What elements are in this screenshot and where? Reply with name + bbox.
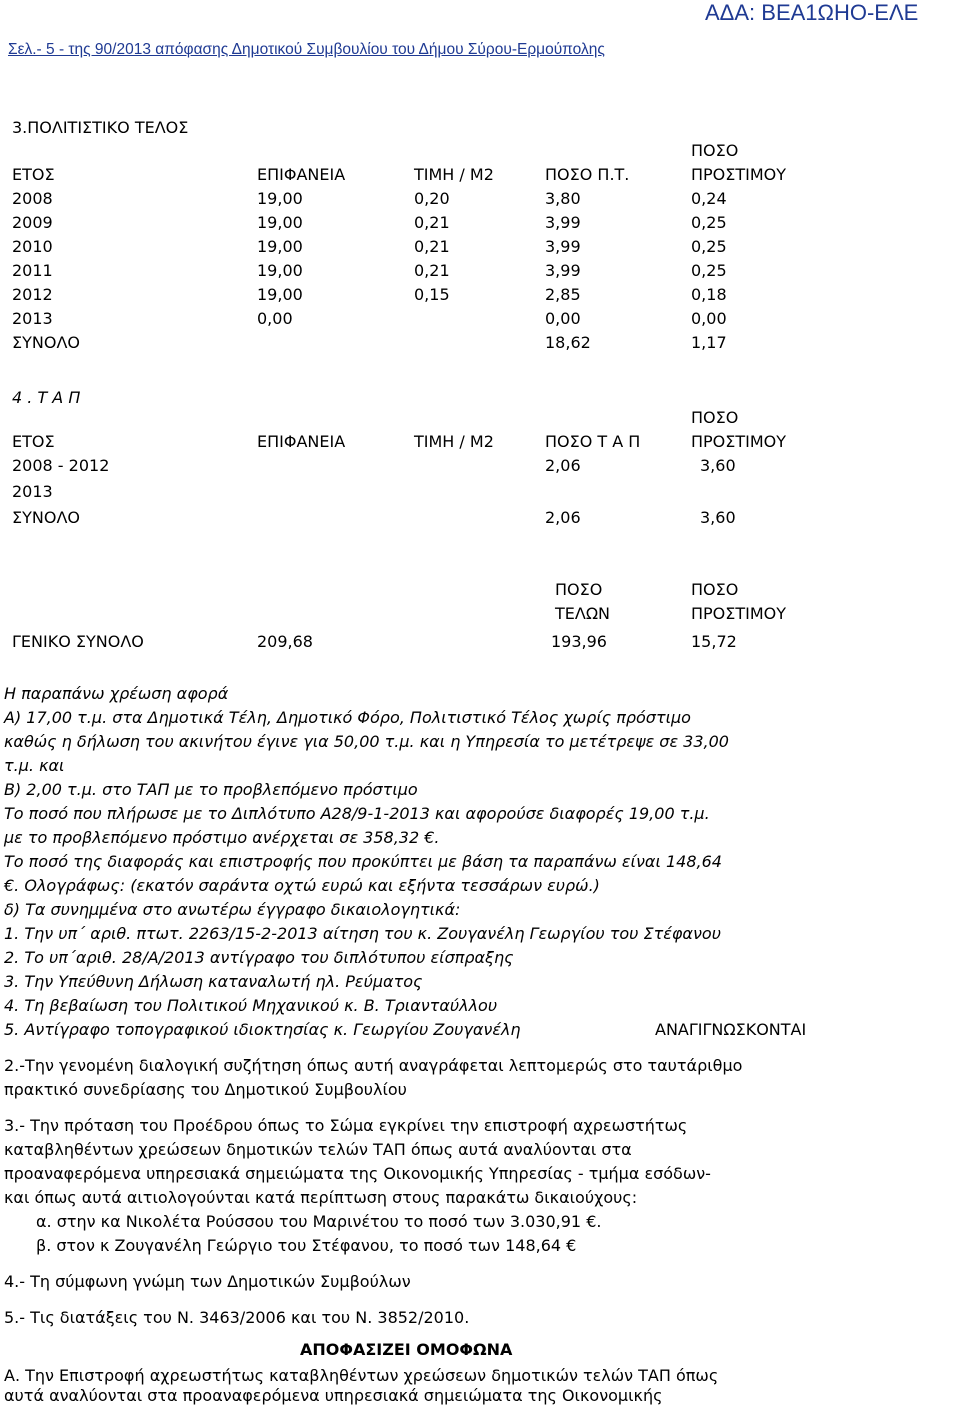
cell-year: 2012 (12, 285, 53, 304)
para3-line: προαναφερόμενα υπηρεσιακά σημειώματα της Οικονομικής Υπηρεσίας - τμήμα εσόδων- (4, 1164, 711, 1183)
cell-fine: 3,60 (700, 508, 736, 527)
decision-text: Α. Την Επιστροφή αχρεωστήτως καταβληθέντων χρεώσεων δημοτικών τελών ΤΑΠ όπως (4, 1366, 719, 1385)
text-line: με το προβλεπόμενο πρόστιμο ανέρχεται σε 358,32 €. (4, 828, 440, 847)
para4: 4.- Τη σύμφωνη γνώμη των Δημοτικών Συμβούλων (4, 1272, 411, 1291)
cell-price: 0,20 (414, 189, 450, 208)
section4-header-price: ΤΙΜΗ / Μ2 (414, 432, 494, 451)
text-line: Το ποσό που πλήρωσε με το Διπλότυπο Α28/9-1-2013 και αφορούσε διαφορές 19,00 τ.μ. (4, 804, 710, 823)
cell-fine: 0,25 (691, 237, 727, 256)
cell-total-label: ΣΥΝΟΛΟ (12, 508, 80, 527)
section4-title: 4 . Τ Α Π (12, 388, 81, 407)
text-line: 1. Την υπ΄ αριθ. πτωτ. 2263/15-2-2013 αίτηση του κ. Ζουγανέλη Γεωργίου του Στέφανου (4, 924, 721, 943)
cell-area: 0,00 (257, 309, 293, 328)
cell-amount: 18,62 (545, 333, 591, 352)
text-line: 2. Το υπ΄αριθ. 28/Α/2013 αντίγραφο του διπλότυπου είσπραξης (4, 948, 514, 967)
cell-area: 19,00 (257, 189, 303, 208)
cell-price: 0,21 (414, 213, 450, 232)
cell-area: 19,00 (257, 261, 303, 280)
decision-text: αυτά αναλύονται στα προαναφερόμενα υπηρεσιακά σημειώματα της Οικονομικής (4, 1386, 663, 1405)
cell-price: 0,15 (414, 285, 450, 304)
cell-total-label: ΣΥΝΟΛΟ (12, 333, 80, 352)
text-line: Α) 17,00 τ.μ. στα Δημοτικά Τέλη, Δημοτικό Φόρο, Πολιτιστικό Τέλος χωρίς πρόστιμο (4, 708, 691, 727)
para3-line: 3.- Την πρόταση του Προέδρου όπως το Σώμα εγκρίνει την επιστροφή αχρεωστήτως (4, 1116, 688, 1135)
para2-line: πρακτικό συνεδρίασης του Δημοτικού Συμβουλίου (4, 1080, 407, 1099)
cell-fine: 0,24 (691, 189, 727, 208)
section3-header-year: ΕΤΟΣ (12, 165, 55, 184)
cell-amount: 3,80 (545, 189, 581, 208)
cell-fine: 0,25 (691, 213, 727, 232)
cell-year: 2009 (12, 213, 53, 232)
section3-header-fine-2: ΠΡΟΣΤΙΜΟΥ (691, 165, 787, 184)
cell-year: 2010 (12, 237, 53, 256)
text-line: 4. Τη βεβαίωση του Πολιτικού Μηχανικού κ. Β. Τριανταύλλου (4, 996, 498, 1015)
text-line: 5. Αντίγραφο τοπογραφικού ιδιοκτησίας κ. Γεωργίου Ζουγανέλη (4, 1020, 521, 1039)
section3-title: 3.ΠΟΛΙΤΙΣΤΙΚΟ ΤΕΛΟΣ (12, 118, 189, 137)
section3-header-area: ΕΠΙΦΑΝΕΙΑ (257, 165, 346, 184)
section4-header-fine-2: ΠΡΟΣΤΙΜΟΥ (691, 432, 787, 451)
cell-amount: 3,99 (545, 261, 581, 280)
grand-header-fine-1: ΠΟΣΟ (691, 580, 739, 599)
cell-amount: 0,00 (545, 309, 581, 328)
section3-header-price: ΤΙΜΗ / Μ2 (414, 165, 494, 184)
cell-area: 19,00 (257, 237, 303, 256)
cell-year: 2008 (12, 189, 53, 208)
cell-amount: 2,06 (545, 508, 581, 527)
text-line: τ.μ. και (4, 756, 65, 775)
cell-price: 0,21 (414, 261, 450, 280)
cell-year: 2008 - 2012 (12, 456, 110, 475)
cell-year: 2013 (12, 482, 53, 501)
cell-amount: 3,99 (545, 213, 581, 232)
ada-code: ΑΔΑ: ΒΕΑ1ΩΗΟ-ΕΛΕ (705, 0, 919, 25)
section4-header-area: ΕΠΙΦΑΝΕΙΑ (257, 432, 346, 451)
cell-price: 0,21 (414, 237, 450, 256)
text-line: 3. Την Υπεύθυνη Δήλωση καταναλωτή ηλ. Ρεύματος (4, 972, 423, 991)
cell-area: 19,00 (257, 213, 303, 232)
grand-total-fees: 193,96 (551, 632, 607, 651)
text-line: καθώς η δήλωση του ακινήτου έγινε για 50,00 τ.μ. και η Υπηρεσία το μετέτρεψε σε 33,00 (4, 732, 729, 751)
grand-total-label: ΓΕΝΙΚΟ ΣΥΝΟΛΟ (12, 632, 144, 651)
section3-header-amount: ΠΟΣΟ Π.Τ. (545, 165, 630, 184)
cell-fine: 0,25 (691, 261, 727, 280)
para3-line: καταβληθέντων χρεώσεων δημοτικών τελών ΤΑΠ όπως αυτά αναλύονται στα (4, 1140, 632, 1159)
text-line: δ) Τα συνημμένα στο ανωτέρω έγγραφο δικαιολογητικά: (4, 900, 461, 919)
cell-amount: 2,85 (545, 285, 581, 304)
cell-amount: 3,99 (545, 237, 581, 256)
grand-header-fees-1: ΠΟΣΟ (555, 580, 603, 599)
cell-year: 2011 (12, 261, 53, 280)
cell-area: 19,00 (257, 285, 303, 304)
grand-header-fine-2: ΠΡΟΣΤΙΜΟΥ (691, 604, 787, 623)
decision-title: ΑΠΟΦΑΣΙΖΕΙ ΟΜΟΦΩΝΑ (300, 1340, 513, 1359)
cell-fine: 0,00 (691, 309, 727, 328)
text-line: Το ποσό της διαφοράς και επιστροφής που προκύπτει με βάση τα παραπάνω είναι 148,64 (4, 852, 722, 871)
para5: 5.- Τις διατάξεις του Ν. 3463/2006 και του Ν. 3852/2010. (4, 1308, 470, 1327)
cell-fine: 3,60 (700, 456, 736, 475)
cell-fine: 1,17 (691, 333, 727, 352)
section4-header-amount: ΠΟΣΟ Τ Α Π (545, 432, 641, 451)
section4-header-fine-1: ΠΟΣΟ (691, 408, 739, 427)
grand-total-fine: 15,72 (691, 632, 737, 651)
para3-item: β. στον κ Ζουγανέλη Γεώργιο του Στέφανου, το ποσό των 148,64 € (36, 1236, 577, 1255)
para3-line: και όπως αυτά αιτιολογούνται κατά περίπτωση στους παρακάτω δικαιούχους: (4, 1188, 638, 1207)
section4-header-year: ΕΤΟΣ (12, 432, 55, 451)
para2-line: 2.-Την γενομένη διαλογική συζήτηση όπως αυτή αναγράφεται λεπτομερώς στο ταυτάριθμο (4, 1056, 743, 1075)
page-reference: Σελ.- 5 - της 90/2013 απόφασης Δημοτικού Συμβουλίου του Δήμου Σύρου-Ερμούπολης (8, 41, 605, 58)
text-line: Η παραπάνω χρέωση αφορά (4, 684, 229, 703)
cell-fine: 0,18 (691, 285, 727, 304)
grand-total-value: 209,68 (257, 632, 313, 651)
text-line: Β) 2,00 τ.μ. στο ΤΑΠ με το προβλεπόμενο πρόστιμο (4, 780, 418, 799)
decision-line (4, 1368, 854, 1384)
text-line: €. Ολογράφως: (εκατόν σαράντα οχτώ ευρώ και εξήντα τεσσάρων ευρώ.) (4, 876, 600, 895)
para3-item: α. στην κα Νικολέτα Ρούσσου του Μαρινέτου το ποσό των 3.030,91 €. (36, 1212, 602, 1231)
cell-year: 2013 (12, 309, 53, 328)
grand-header-fees-2: ΤΕΛΩΝ (555, 604, 611, 623)
cell-amount: 2,06 (545, 456, 581, 475)
section3-header-fine-1: ΠΟΣΟ (691, 141, 739, 160)
read-label: ΑΝΑΓΙΓΝΩΣΚΟΝΤΑΙ (655, 1020, 807, 1039)
